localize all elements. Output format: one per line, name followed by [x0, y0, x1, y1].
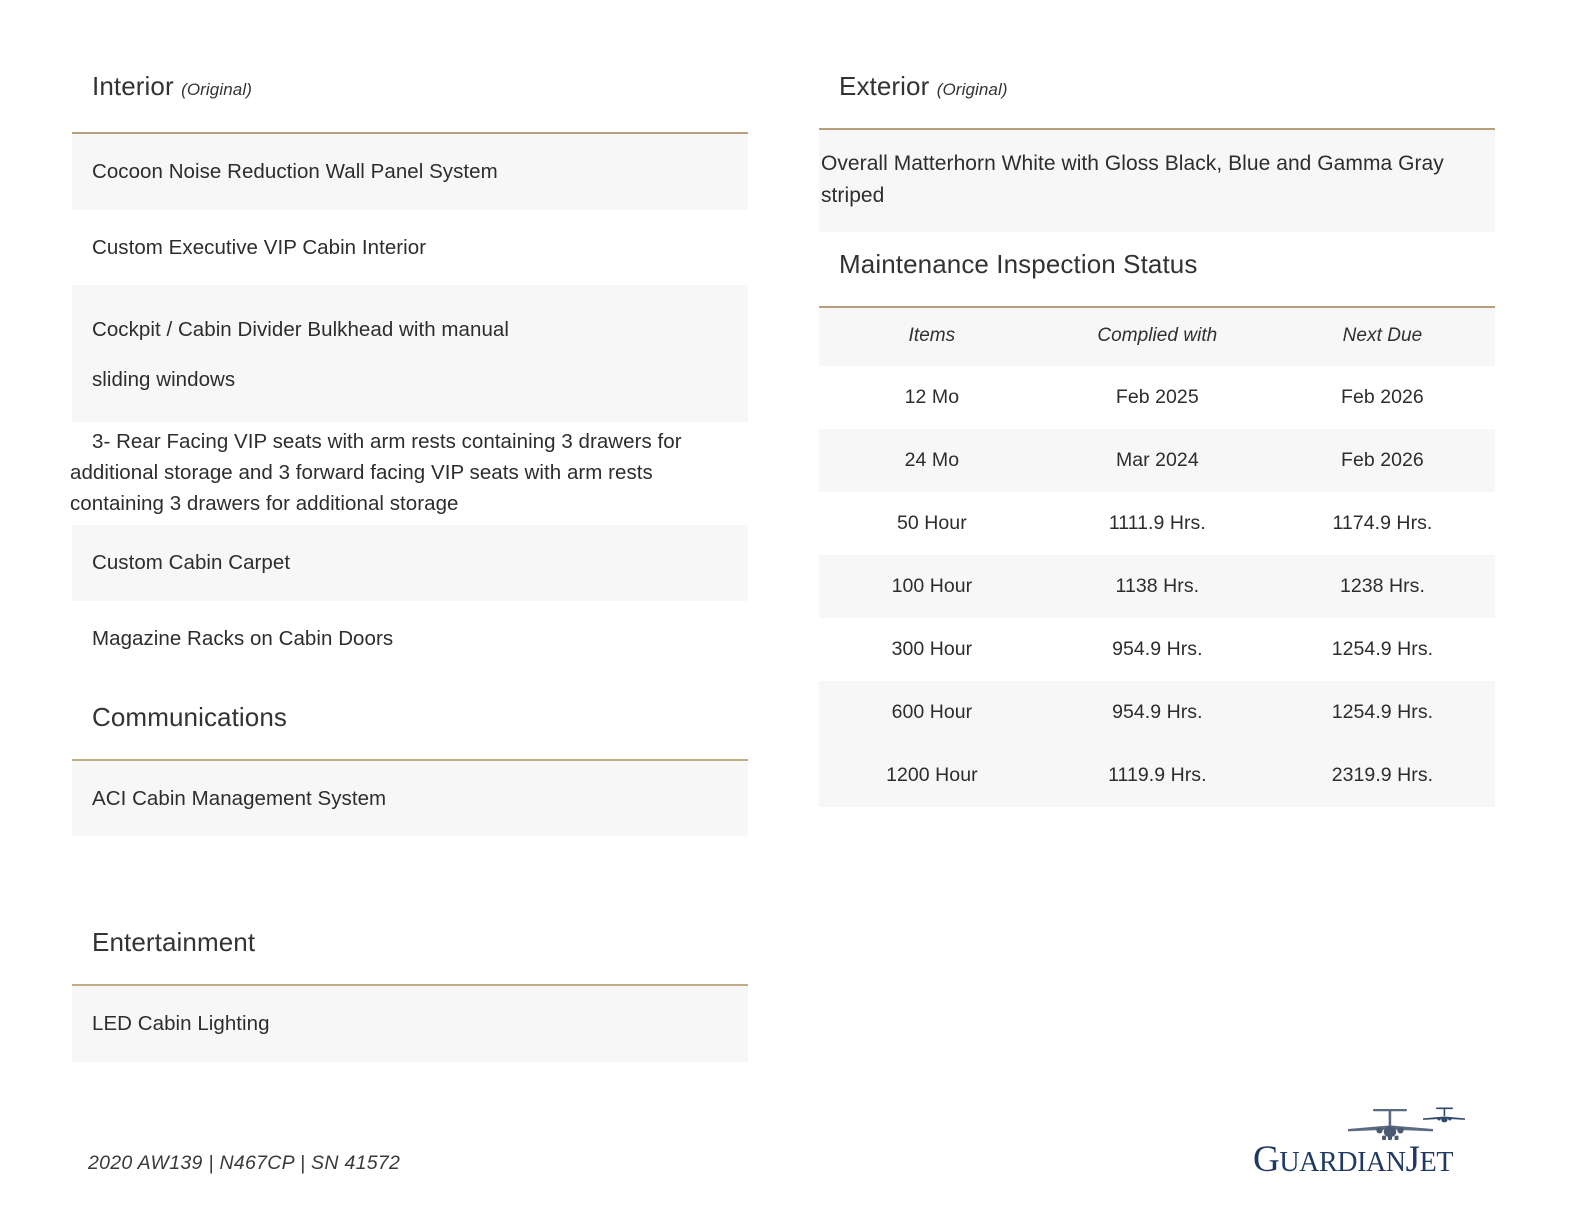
cell-complied: Mar 2024 — [1045, 429, 1270, 492]
airplane-front-icon — [1348, 1109, 1433, 1140]
table-header-row — [819, 308, 1495, 366]
section-title-text: Interior — [92, 71, 174, 101]
cell-complied: 1138 Hrs. — [1045, 555, 1270, 618]
left-column — [72, 72, 748, 1062]
cell-next-due: 1254.9 Hrs. — [1331, 637, 1434, 660]
spec-item: LED Cabin Lighting — [72, 986, 748, 1062]
section-exterior — [819, 72, 1495, 232]
section-title-text: Communications — [92, 701, 288, 732]
exterior-description: Overall Matterhorn White with Gloss Black, Blue and Gamma Gray striped — [819, 130, 1495, 232]
cell-complied: 954.9 Hrs. — [1045, 681, 1270, 744]
right-column — [819, 72, 1495, 807]
section-entertainment — [72, 928, 748, 1062]
section-interior — [72, 72, 748, 677]
cell-next-due: 1174.9 Hrs. — [1332, 511, 1433, 534]
section-title-text: Exterior — [839, 71, 930, 101]
spec-item: Custom Cabin Carpet — [72, 525, 748, 601]
cell-item: 1200 Hour — [819, 744, 1045, 807]
spec-item: Cocoon Noise Reduction Wall Panel System — [72, 134, 748, 210]
footer-aircraft-identifier: 2020 AW139 | N467CP | SN 41572 — [88, 1152, 401, 1174]
cell-next-due: 1238 Hrs. — [1270, 555, 1495, 618]
interior-spec-list — [72, 134, 748, 677]
column-header-items: Items — [819, 308, 1045, 366]
cell-item: 600 Hour — [819, 681, 1045, 744]
table-row — [819, 681, 1495, 744]
spec-item: 3- Rear Facing VIP seats with arm rests containing 3 drawers for additional storage and 3 forward facing VIP seats with arm rests containing 3 drawers for additional storage — [70, 429, 682, 516]
table-row — [819, 618, 1495, 681]
spec-item-bulkhead — [72, 285, 748, 421]
guardian-jet-logo — [1253, 1098, 1493, 1180]
section-title-text: Entertainment — [92, 927, 256, 958]
table-row — [819, 744, 1495, 807]
cell-item: 24 Mo — [819, 429, 1045, 492]
section-communications — [72, 703, 748, 837]
table-row — [819, 366, 1495, 429]
spec-item-line: Cockpit / Cabin Divider Bulkhead with manual — [92, 318, 509, 342]
brand-wordmark: GUARDIANJET — [1253, 1139, 1454, 1180]
cell-complied: 1111.9 Hrs. — [1108, 511, 1206, 534]
section-title-interior — [72, 72, 748, 102]
cell-next-due: 2319.9 Hrs. — [1270, 744, 1495, 807]
communications-spec-list — [72, 761, 748, 837]
spec-item: Magazine Racks on Cabin Doors — [92, 626, 394, 650]
entertainment-spec-list — [72, 986, 748, 1062]
cell-next-due: Feb 2026 — [1341, 385, 1424, 408]
cell-item: 12 Mo — [904, 385, 960, 408]
cell-item: 300 Hour — [891, 637, 973, 660]
table-row — [819, 555, 1495, 618]
spec-item-line: sliding windows — [92, 367, 236, 391]
section-title-text: Maintenance Inspection Status — [839, 248, 1198, 279]
section-title-communications — [72, 703, 748, 733]
section-title-maintenance — [819, 250, 1495, 280]
column-header-complied: Complied with — [1045, 308, 1270, 366]
cell-item: 100 Hour — [819, 555, 1045, 618]
section-qualifier: (Original) — [181, 80, 252, 99]
section-maintenance — [819, 250, 1495, 807]
spec-item: Custom Executive VIP Cabin Interior — [92, 235, 427, 259]
section-qualifier: (Original) — [936, 80, 1008, 99]
cell-complied: 954.9 Hrs. — [1112, 637, 1203, 660]
airplane-small-icon — [1423, 1108, 1465, 1123]
section-title-entertainment — [72, 928, 748, 958]
cell-item: 50 Hour — [897, 511, 967, 534]
cell-next-due: Feb 2026 — [1270, 429, 1495, 492]
spec-item: ACI Cabin Management System — [72, 761, 748, 837]
cell-next-due: 1254.9 Hrs. — [1270, 681, 1495, 744]
section-title-exterior — [819, 72, 1495, 102]
column-header-next-due: Next Due — [1270, 308, 1495, 366]
table-row — [819, 429, 1495, 492]
cell-complied: 1119.9 Hrs. — [1045, 744, 1270, 807]
cell-complied: Feb 2025 — [1115, 385, 1199, 408]
table-row — [819, 492, 1495, 555]
maintenance-inspection-table — [819, 308, 1495, 807]
